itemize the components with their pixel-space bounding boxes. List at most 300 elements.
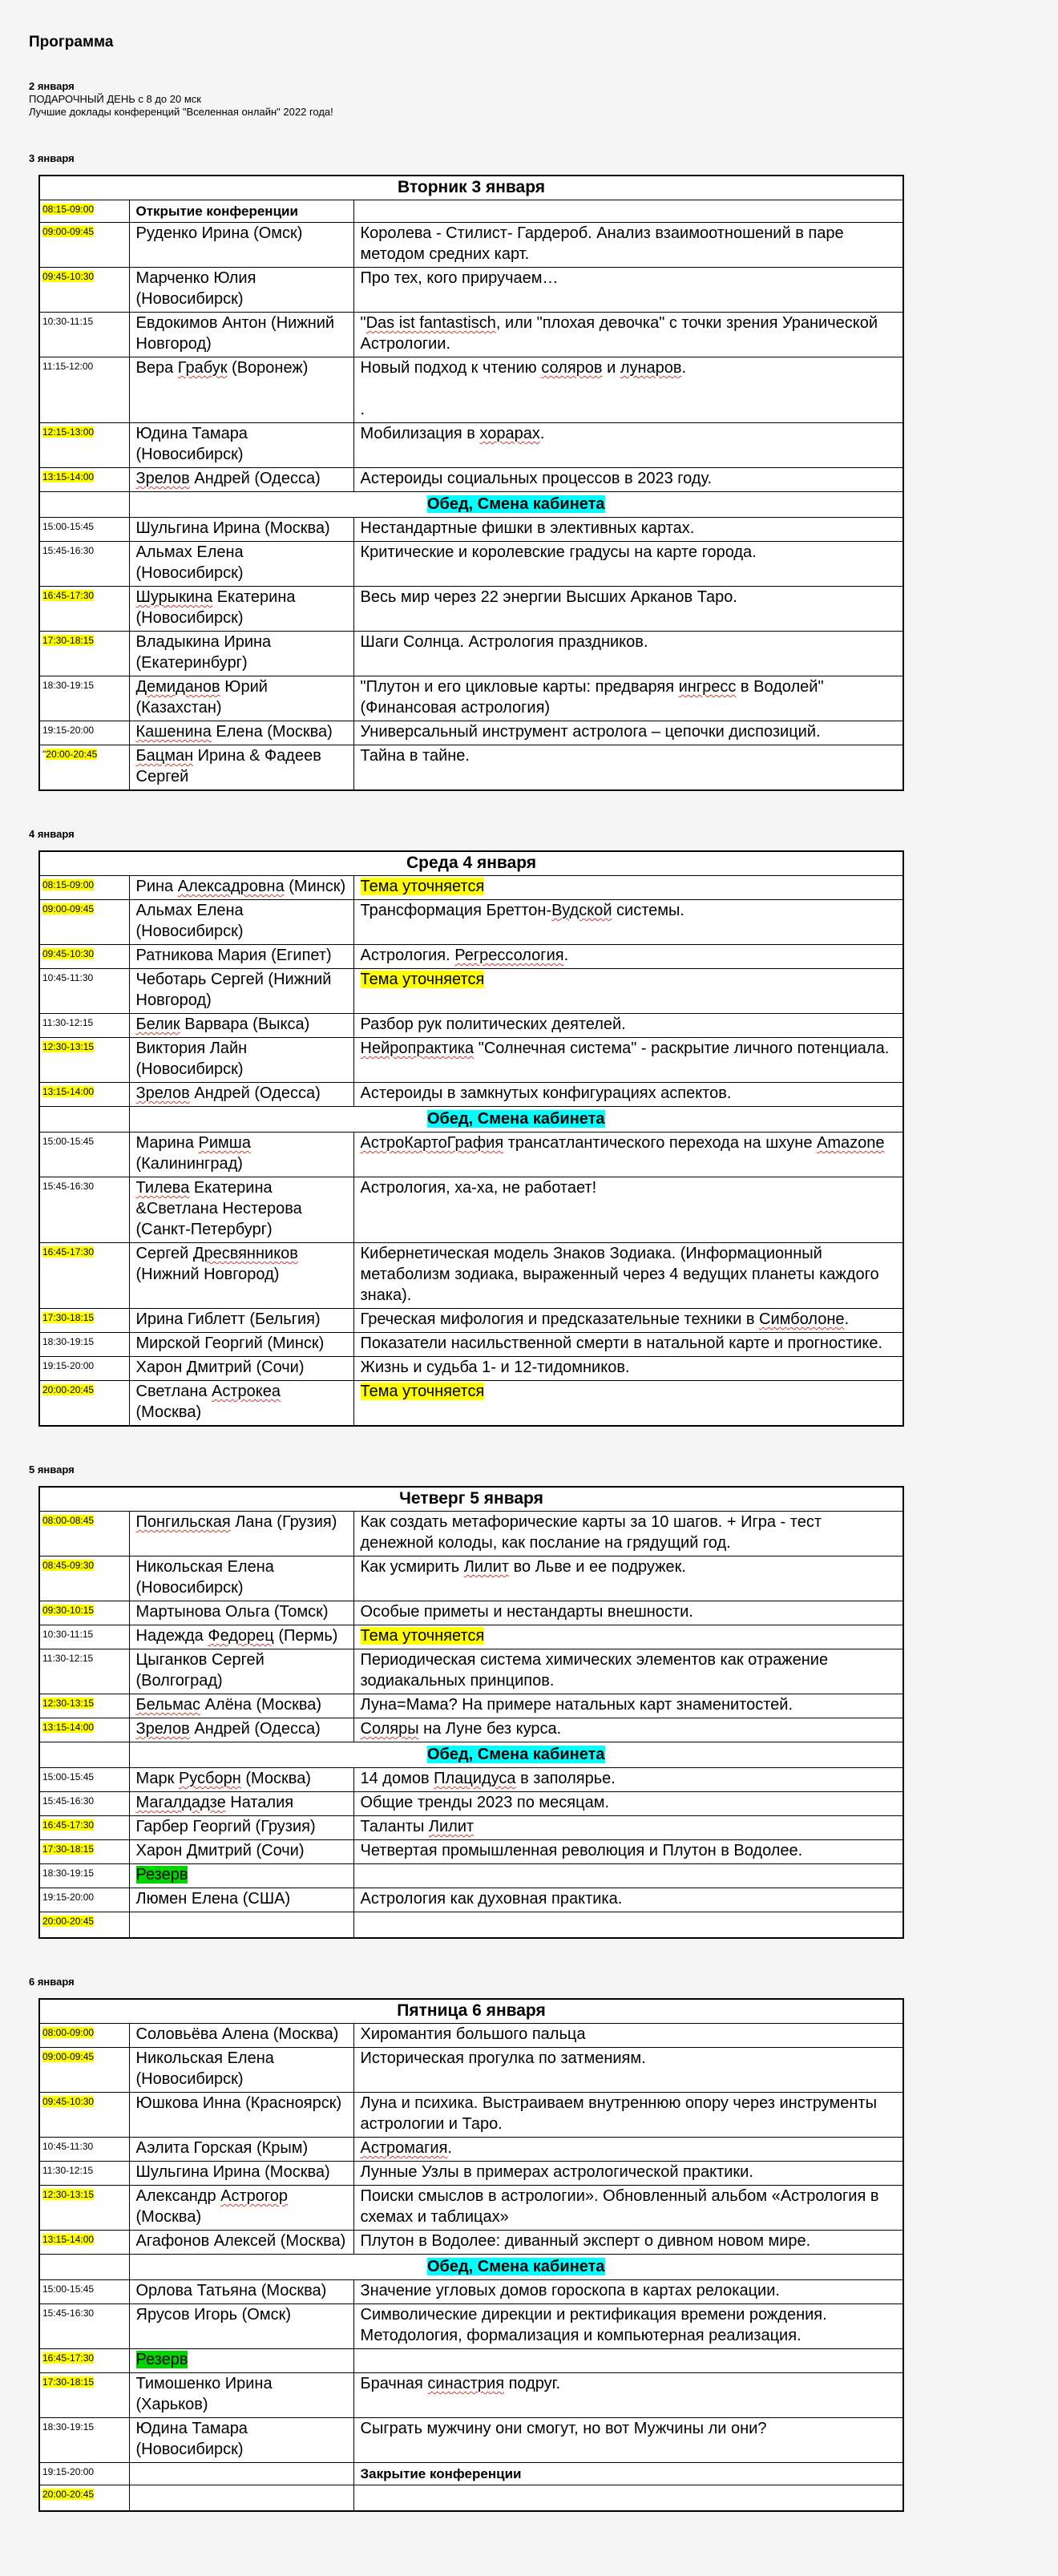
- topic-cell: Общие тренды 2023 по месяцам.: [353, 1792, 903, 1816]
- topic-cell: Периодическая система химических элементов как отражение зодиакальных принципов.: [353, 1649, 903, 1694]
- speaker-cell: Ирина Гиблетт (Бельгия): [129, 1309, 353, 1333]
- misspelled-word: Астрокеа: [212, 1383, 281, 1400]
- table-day-title: Пятница 6 января: [39, 1999, 903, 2024]
- session-row: [39, 1601, 903, 1625]
- session-row: [39, 969, 903, 1014]
- session-row: [39, 2304, 903, 2349]
- session-row: [39, 587, 903, 632]
- misspelled-word: Грабук: [177, 359, 228, 377]
- topic-cell: Значение угловых домов гороскопа в картах релокации.: [353, 2280, 903, 2304]
- session-row: [39, 423, 903, 468]
- schedule-table: [38, 1998, 904, 2512]
- time-cell: [39, 1888, 129, 1912]
- topic-cell: Астрология как духовная практика.: [353, 1888, 903, 1912]
- intro-block: [29, 80, 1034, 119]
- time-cell: [39, 2093, 129, 2138]
- session-row: [39, 2280, 903, 2304]
- misspelled-word: Нейропрактика: [360, 1040, 474, 1057]
- speaker-cell: Ратникова Мария (Египет): [129, 945, 353, 969]
- speaker-cell: Зрелов Андрей (Одесса): [129, 1718, 353, 1742]
- session-row: [39, 518, 903, 542]
- session-row: [39, 357, 903, 423]
- session-row: [39, 1840, 903, 1864]
- time-range: 19:15-20:00: [42, 1892, 95, 1903]
- lunch-row: [39, 2255, 903, 2280]
- session-row: [39, 1768, 903, 1792]
- time-cell: [39, 1864, 129, 1888]
- time-cell: [39, 1038, 129, 1083]
- time-range: 15:45-16:30: [42, 1795, 95, 1807]
- session-row: [39, 2162, 903, 2186]
- session-row: [39, 1357, 903, 1381]
- session-row: [39, 1381, 903, 1427]
- topic-cell: Плутон в Водолее: диванный эксперт о дивном новом мире.: [353, 2231, 903, 2255]
- time-range: 15:00-15:45: [42, 521, 95, 532]
- topic-cell: Астрология. Регрессология.: [353, 945, 903, 969]
- schedule-days: [29, 152, 1034, 2512]
- day-label: 6 января: [29, 1976, 75, 1988]
- time-range: 15:45-16:30: [42, 1181, 95, 1192]
- session-row: [39, 1083, 903, 1107]
- time-cell: [39, 969, 129, 1014]
- topic-cell: Таланты Лилит: [353, 1816, 903, 1840]
- speaker-cell: Бацман Ирина & Фадеев Сергей: [129, 745, 353, 791]
- time-range: 19:15-20:00: [42, 1360, 95, 1371]
- time-range: 08:00-09:00: [42, 2027, 95, 2038]
- session-row: [39, 1133, 903, 1177]
- speaker-cell: Альмах Елена (Новосибирск): [129, 900, 353, 945]
- speaker-cell: Тилева Екатерина &Светлана Нестерова (Санкт-Петербург): [129, 1177, 353, 1243]
- reserve-label: Резерв: [135, 2351, 188, 2368]
- time-range: 16:45-17:30: [42, 2352, 95, 2364]
- time-range: 15:00-15:45: [42, 2283, 95, 2295]
- time-cell: [39, 2138, 129, 2162]
- topic-cell: [353, 1864, 903, 1888]
- speaker-cell: Бельмас Алёна (Москва): [129, 1694, 353, 1718]
- topic-cell: [353, 876, 903, 900]
- time-range: 08:45-09:30: [42, 1560, 95, 1571]
- time-cell: [39, 1333, 129, 1357]
- session-row: [39, 2418, 903, 2463]
- misspelled-word: Amazone: [817, 1134, 885, 1152]
- note-row: [39, 2463, 903, 2485]
- lunch-cell: [129, 492, 903, 518]
- speaker-cell: Руденко Ирина (Омск): [129, 223, 353, 268]
- misspelled-word: Лилит: [428, 1818, 474, 1835]
- topic-cell: Историческая прогулка по затмениям.: [353, 2048, 903, 2093]
- time-range: 09:45-10:30: [42, 948, 95, 959]
- time-cell: [39, 900, 129, 945]
- topic-cell: Трансформация Бреттон-Вудской системы.: [353, 900, 903, 945]
- speaker-cell: Никольская Елена (Новосибирск): [129, 1557, 353, 1601]
- time-cell: [39, 1649, 129, 1694]
- time-cell: [39, 2304, 129, 2349]
- speaker-cell: [129, 1912, 353, 1939]
- intro-line: 2 января: [29, 80, 75, 92]
- time-cell: [39, 721, 129, 745]
- time-cell: [39, 268, 129, 313]
- time-cell: [39, 1014, 129, 1038]
- topic-cell: [353, 1381, 903, 1427]
- time-cell: [39, 676, 129, 721]
- table-day-title: Вторник 3 января: [39, 176, 903, 200]
- time-cell: [39, 492, 129, 518]
- topic-cell: [353, 969, 903, 1014]
- misspelled-word: Астрогор: [220, 2187, 288, 2205]
- speaker-cell: [129, 2463, 353, 2485]
- lunch-row: [39, 1107, 903, 1133]
- time-range: 20:00-20:45: [42, 2489, 95, 2500]
- time-cell: [39, 1512, 129, 1557]
- session-row: [39, 1694, 903, 1718]
- misspelled-word: Зрелов: [135, 470, 190, 487]
- time-cell: [39, 587, 129, 632]
- schedule-table: [38, 850, 904, 1427]
- page-title: Программа: [29, 34, 114, 50]
- topic-cell: Кибернетическая модель Знаков Зодиака. (Информационный метаболизм зодиака, выраженный через 4 ведущих планеты каждого знака).: [353, 1243, 903, 1309]
- topic-cell: Хиромантия большого пальца: [353, 2024, 903, 2048]
- time-cell: [39, 2048, 129, 2093]
- time-cell: [39, 468, 129, 492]
- session-row: [39, 2093, 903, 2138]
- session-row: [39, 632, 903, 676]
- topic-highlight: Тема уточняется: [360, 1627, 485, 1645]
- misspelled-word: Римша: [198, 1134, 251, 1152]
- misspelled-word: ингресс: [678, 678, 737, 696]
- topic-cell: Поиски смыслов в астрологии». Обновленный альбом «Астрология в схемах и таблицах»: [353, 2186, 903, 2231]
- speaker-cell: Александр Астрогор (Москва): [129, 2186, 353, 2231]
- time-cell: [39, 1792, 129, 1816]
- session-row: [39, 745, 903, 791]
- speaker-cell: Шульгина Ирина (Москва): [129, 2162, 353, 2186]
- time-range: 15:00-15:45: [42, 1771, 95, 1783]
- time-cell: [39, 1357, 129, 1381]
- time-cell: [39, 1742, 129, 1768]
- speaker-cell: Марина Римша (Калининград): [129, 1133, 353, 1177]
- time-range: 09:00-09:45: [42, 226, 95, 237]
- reserve-row: [39, 2349, 903, 2373]
- time-range: 13:15-14:00: [42, 1086, 95, 1097]
- misspelled-word: Шурыкина: [135, 588, 213, 606]
- speaker-cell: Белик Варвара (Выкса): [129, 1014, 353, 1038]
- session-row: [39, 2231, 903, 2255]
- misspelled-word: соляров: [541, 359, 603, 377]
- time-range: 12:30-13:15: [42, 1041, 95, 1052]
- time-range: 15:00-15:45: [42, 1136, 95, 1147]
- time-cell: [39, 2255, 129, 2280]
- topic-cell: Астероиды в замкнутых конфигурациях аспектов.: [353, 1083, 903, 1107]
- time-range: 11:15-12:00: [42, 361, 94, 372]
- topic-cell: Универсальный инструмент астролога – цепочки диспозиций.: [353, 721, 903, 745]
- topic-cell: "Плутон и его цикловые карты: предваряя ингресс в Водолей" (Финансовая астрология): [353, 676, 903, 721]
- time-range: 10:45-11:30: [42, 2141, 94, 2152]
- topic-cell: Астероиды социальных процессов в 2023 году.: [353, 468, 903, 492]
- topic-cell: Шаги Солнца. Астрология праздников.: [353, 632, 903, 676]
- topic-cell: Мобилизация в хорарах.: [353, 423, 903, 468]
- time-cell: [39, 632, 129, 676]
- speaker-cell: Мирской Георгий (Минск): [129, 1333, 353, 1357]
- time-cell: [39, 313, 129, 357]
- topic-cell: Астромагия.: [353, 2138, 903, 2162]
- time-cell: [39, 2463, 129, 2485]
- misspelled-word: хорарах: [479, 425, 540, 442]
- note-cell: Открытие конференции: [129, 200, 353, 223]
- time-cell: [39, 1694, 129, 1718]
- time-cell: [39, 1177, 129, 1243]
- table-header-row: [39, 851, 903, 876]
- topic-cell: Весь мир через 22 энергии Высших Арканов Таро.: [353, 587, 903, 632]
- lunch-label: Обед, Смена кабинета: [426, 495, 605, 513]
- time-range: 18:30-19:15: [42, 1867, 95, 1879]
- session-row: [39, 900, 903, 945]
- topic-cell: Четвертая промышленная революция и Плутон в Водолее.: [353, 1840, 903, 1864]
- session-row: [39, 945, 903, 969]
- speaker-cell: Шульгина Ирина (Москва): [129, 518, 353, 542]
- session-row: [39, 2048, 903, 2093]
- speaker-cell: Евдокимов Антон (Нижний Новгород): [129, 313, 353, 357]
- time-range: 17:30-18:15: [42, 1843, 95, 1855]
- time-range: 08:00-08:45: [42, 1515, 95, 1526]
- reserve-row: [39, 1864, 903, 1888]
- speaker-cell: Владыкина Ирина (Екатеринбург): [129, 632, 353, 676]
- time-cell: [39, 2186, 129, 2231]
- day-label: 4 января: [29, 828, 75, 840]
- time-range: 16:45-17:30: [42, 1819, 95, 1831]
- topic-cell: Символические дирекции и ректификация времени рождения. Методология, формализация и компьютерная реализация.: [353, 2304, 903, 2349]
- time-range: 13:15-14:00: [42, 471, 95, 482]
- lunch-row: [39, 492, 903, 518]
- misspelled-word: Бельмас: [135, 1696, 201, 1714]
- speaker-cell: Люмен Елена (США): [129, 1888, 353, 1912]
- misspelled-word: Симболоне: [759, 1310, 845, 1328]
- time-range: 11:30-12:15: [42, 1017, 94, 1028]
- time-range: 11:30-12:15: [42, 1653, 94, 1664]
- speaker-cell: Ярусов Игорь (Омск): [129, 2304, 353, 2349]
- day-label: 3 января: [29, 152, 75, 164]
- speaker-cell: Марченко Юлия (Новосибирск): [129, 268, 353, 313]
- empty-row: [39, 1912, 903, 1939]
- time-range: 17:30-18:15: [42, 1312, 95, 1323]
- lunch-label: Обед, Смена кабинета: [426, 1746, 605, 1763]
- speaker-cell: Магалдадзе Наталия: [129, 1792, 353, 1816]
- lunch-cell: [129, 1107, 903, 1133]
- speaker-cell: Никольская Елена (Новосибирск): [129, 2048, 353, 2093]
- misspelled-word: Белик: [135, 1015, 180, 1033]
- session-row: [39, 1309, 903, 1333]
- time-range: 09:00-09:45: [42, 2051, 95, 2062]
- lunch-cell: [129, 2255, 903, 2280]
- lunch-label: Обед, Смена кабинета: [426, 1110, 605, 1128]
- session-row: [39, 876, 903, 900]
- table-day-title: Четверг 5 января: [39, 1487, 903, 1512]
- session-row: [39, 468, 903, 492]
- table-day-title: Среда 4 января: [39, 851, 903, 876]
- time-range: 12:30-13:15: [42, 2189, 95, 2200]
- time-range: 17:30-18:15: [42, 2376, 95, 2388]
- time-cell: [39, 1107, 129, 1133]
- time-cell: [39, 1816, 129, 1840]
- time-cell: [39, 2373, 129, 2418]
- time-cell: [39, 1557, 129, 1601]
- time-cell: [39, 945, 129, 969]
- speaker-cell: Соловьёва Алена (Москва): [129, 2024, 353, 2048]
- misspelled-word: Плацидуса: [434, 1770, 516, 1787]
- time-range: 19:15-20:00: [42, 2466, 95, 2477]
- session-row: [39, 1038, 903, 1083]
- misspelled-word: Федорец: [208, 1627, 274, 1645]
- topic-cell: [353, 2349, 903, 2373]
- topic-cell: Как усмирить Лилит во Льве и ее подружек.: [353, 1557, 903, 1601]
- misspelled-word: Магалдадзе: [135, 1794, 226, 1811]
- time-range: 08:15-09:00: [42, 879, 95, 890]
- speaker-cell: Альмах Елена (Новосибирск): [129, 542, 353, 587]
- time-range: 13:15-14:00: [42, 2234, 95, 2245]
- topic-cell: Жизнь и судьба 1- и 12-тидомников.: [353, 1357, 903, 1381]
- time-cell: [39, 2280, 129, 2304]
- topic-highlight: Тема уточняется: [360, 1383, 485, 1400]
- lunch-label: Обед, Смена кабинета: [426, 2258, 605, 2275]
- reserve-label: Резерв: [135, 1866, 188, 1884]
- session-row: [39, 1177, 903, 1243]
- table-header-row: [39, 176, 903, 200]
- speaker-cell: Вера Грабук (Воронеж): [129, 357, 353, 423]
- session-row: [39, 1557, 903, 1601]
- time-range: 16:45-17:30: [42, 590, 95, 601]
- time-cell: [39, 2349, 129, 2373]
- session-row: [39, 223, 903, 268]
- misspelled-word: Тилева: [135, 1179, 190, 1197]
- session-row: [39, 2138, 903, 2162]
- speaker-cell: Тимошенко Ирина (Харьков): [129, 2373, 353, 2418]
- speaker-cell: Виктория Лайн (Новосибирск): [129, 1038, 353, 1083]
- speaker-cell: Харон Дмитрий (Сочи): [129, 1840, 353, 1864]
- speaker-cell: Марк Русборн (Москва): [129, 1768, 353, 1792]
- misspelled-word: Das ist fantastisch: [365, 314, 496, 332]
- misspelled-word: Бацман: [135, 747, 194, 765]
- misspelled-word: АстроКартоГрафия: [360, 1134, 504, 1152]
- speaker-cell: Сергей Дресвянников (Нижний Новгород): [129, 1243, 353, 1309]
- topic-cell: АстроКартоГрафия трансатлантического перехода на шхуне Amazone: [353, 1133, 903, 1177]
- time-cell: [39, 1309, 129, 1333]
- misspelled-word: Соляры: [360, 1720, 419, 1738]
- speaker-cell: Светлана Астрокеа (Москва): [129, 1381, 353, 1427]
- time-range: 19:15-20:00: [42, 725, 95, 736]
- table-header-row: [39, 1487, 903, 1512]
- time-range: 09:00-09:45: [42, 903, 95, 915]
- time-range: 09:45-10:30: [42, 271, 95, 282]
- misspelled-word: синастрия: [427, 2375, 505, 2392]
- time-cell: [39, 1133, 129, 1177]
- speaker-cell: Рина Алексадровна (Минск): [129, 876, 353, 900]
- topic-cell: [353, 1625, 903, 1649]
- misspelled-word: Русборн: [178, 1770, 241, 1787]
- topic-cell: [353, 200, 903, 223]
- time-range: 15:45-16:30: [42, 545, 95, 556]
- time-cell: [39, 542, 129, 587]
- topic-cell: Как создать метафорические карты за 10 шагов. + Игра - тест денежной колоды, как послание на грядущий год.: [353, 1512, 903, 1557]
- time-cell: [39, 2418, 129, 2463]
- time-cell: [39, 1625, 129, 1649]
- session-row: [39, 268, 903, 313]
- topic-cell: [353, 2485, 903, 2512]
- time-cell: [39, 2024, 129, 2048]
- lunch-cell: [129, 1742, 903, 1768]
- session-row: [39, 1625, 903, 1649]
- topic-cell: Луна=Мама? На примере натальных карт знаменитостей.: [353, 1694, 903, 1718]
- misspelled-word: Дресвянников: [192, 1245, 298, 1262]
- session-row: [39, 676, 903, 721]
- speaker-cell: Орлова Татьяна (Москва): [129, 2280, 353, 2304]
- session-row: [39, 1718, 903, 1742]
- topic-cell: Соляры на Луне без курса.: [353, 1718, 903, 1742]
- misspelled-word: Астромагия: [360, 2139, 448, 2157]
- session-row: [39, 2024, 903, 2048]
- topic-cell: 14 домов Плацидуса в заполярье.: [353, 1768, 903, 1792]
- misspelled-word: лунаров: [620, 359, 682, 377]
- time-range: 20:00-20:45: [42, 1384, 95, 1395]
- time-range: 10:45-11:30: [42, 972, 94, 983]
- note-cell: Закрытие конференции: [353, 2463, 903, 2485]
- misspelled-word: Демиданов: [135, 678, 220, 696]
- topic-cell: Нейропрактика "Солнечная система" - раскрытие личного потенциала.: [353, 1038, 903, 1083]
- time-range: 08:15-09:00: [42, 204, 95, 215]
- speaker-cell: Понгильская Лана (Грузия): [129, 1512, 353, 1557]
- speaker-cell: Цыганков Сергей (Волгоград): [129, 1649, 353, 1694]
- session-row: [39, 1014, 903, 1038]
- session-row: [39, 2186, 903, 2231]
- misspelled-word: Зрелов: [135, 1720, 190, 1738]
- session-row: [39, 1243, 903, 1309]
- speaker-cell: Харон Дмитрий (Сочи): [129, 1357, 353, 1381]
- schedule-table: [38, 175, 904, 791]
- topic-cell: Астрология, ха-ха, не работает!: [353, 1177, 903, 1243]
- topic-cell: Разбор рук политических деятелей.: [353, 1014, 903, 1038]
- speaker-cell: Юшкова Инна (Красноярск): [129, 2093, 353, 2138]
- topic-cell: Лунные Узлы в примерах астрологической практики.: [353, 2162, 903, 2186]
- intro-line: Лучшие доклады конференций "Вселенная онлайн" 2022 года!: [29, 106, 333, 118]
- time-range: 17:30-18:15: [42, 635, 95, 646]
- table-header-row: [39, 1999, 903, 2024]
- session-row: [39, 1649, 903, 1694]
- time-cell: [39, 2485, 129, 2512]
- time-cell: [39, 423, 129, 468]
- topic-cell: [353, 1912, 903, 1939]
- time-range: 13:15-14:00: [42, 1722, 95, 1733]
- day-label: 5 января: [29, 1464, 75, 1476]
- speaker-cell: Демиданов Юрий (Казахстан): [129, 676, 353, 721]
- time-range: 15:45-16:30: [42, 2307, 95, 2319]
- speaker-cell: Кашенина Елена (Москва): [129, 721, 353, 745]
- topic-cell: Тайна в тайне.: [353, 745, 903, 791]
- topic-cell: Показатели насильственной смерти в натальной карте и прогностике.: [353, 1333, 903, 1357]
- speaker-cell: Юдина Тамара (Новосибирск): [129, 2418, 353, 2463]
- time-cell: [39, 2162, 129, 2186]
- misspelled-word: Вудской: [551, 902, 612, 919]
- time-cell: [39, 200, 129, 223]
- session-row: [39, 313, 903, 357]
- time-cell: [39, 1243, 129, 1309]
- session-row: [39, 721, 903, 745]
- speaker-cell: Надежда Федорец (Пермь): [129, 1625, 353, 1649]
- time-range: 18:30-19:15: [42, 1336, 95, 1347]
- time-cell: [39, 1768, 129, 1792]
- topic-cell: Критические и королевские градусы на карте города.: [353, 542, 903, 587]
- topic-highlight: Тема уточняется: [360, 878, 485, 895]
- topic-cell: Луна и психика. Выстраиваем внутреннюю опору через инструменты астрологии и Таро.: [353, 2093, 903, 2138]
- speaker-cell: [129, 2349, 353, 2373]
- time-cell: [39, 1083, 129, 1107]
- time-cell: [39, 357, 129, 423]
